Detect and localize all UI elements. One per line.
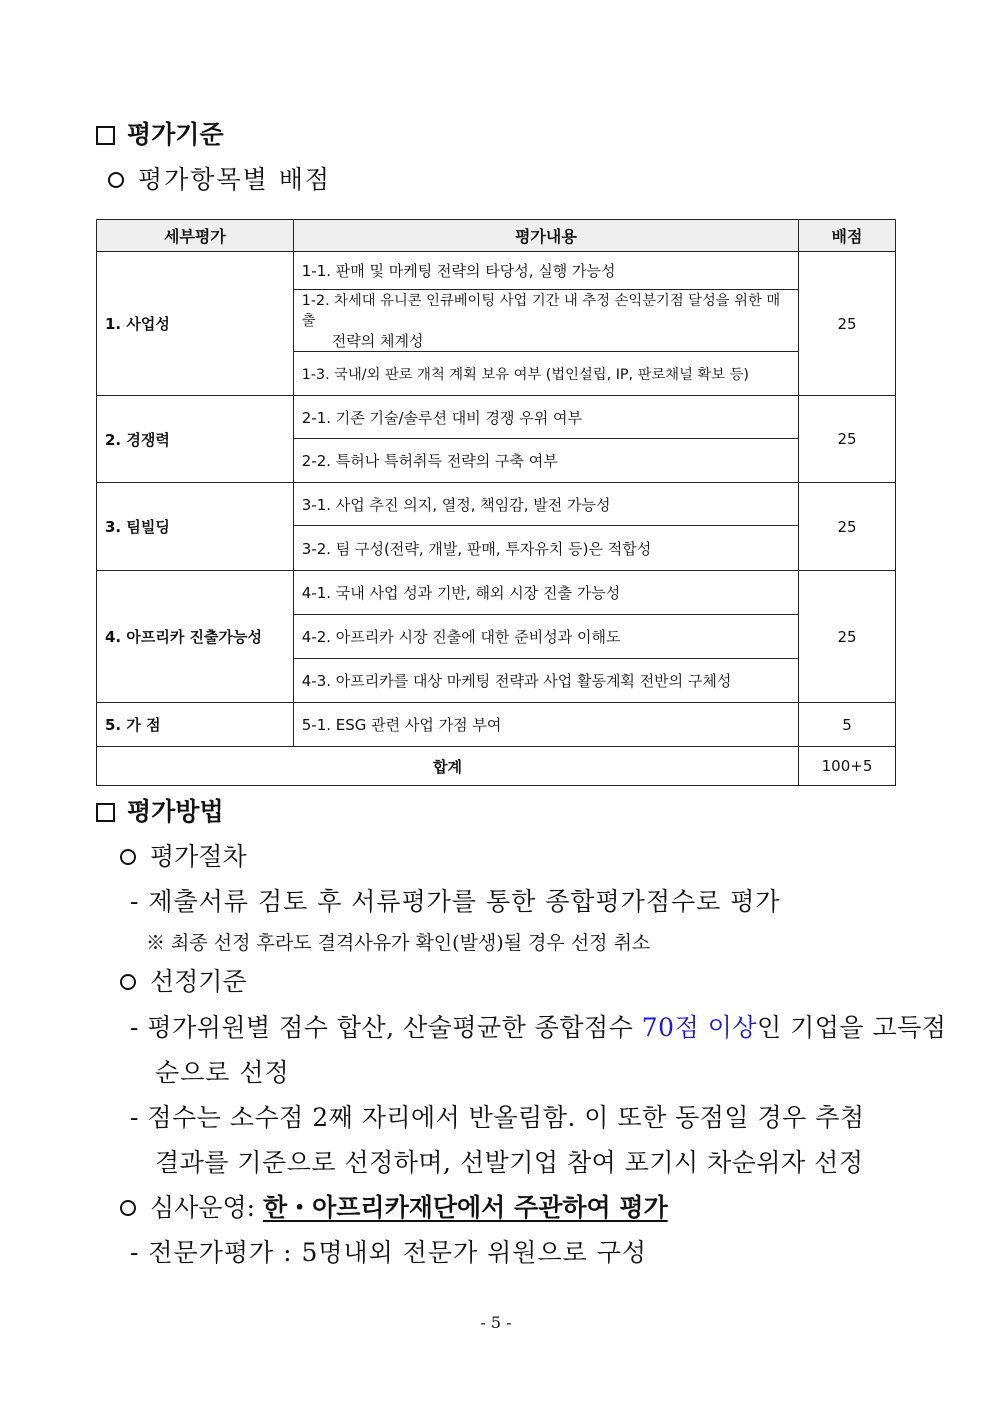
score-cell: 5: [799, 703, 896, 747]
subheading-text: 평가절차: [150, 842, 247, 871]
circle-bullet-icon: [120, 849, 136, 865]
checkbox-square-icon: [96, 803, 115, 822]
score-cell: 25: [799, 396, 896, 483]
item-cell: [293, 290, 798, 352]
item-cell: 3-2. 팀 구성(전략, 개발, 판매, 투자유치 등)은 적합성: [293, 526, 798, 571]
table-header-row: [97, 220, 896, 252]
circle-bullet-icon: [120, 1200, 136, 1216]
item-text: 1-2. 차세대 유니콘 인큐베이팅 사업 기간 내 추정 손익분기점 달성을 위한 매출: [301, 293, 781, 329]
score-cell: 25: [799, 483, 896, 571]
item-cell: 4-2. 아프리카 시장 진출에 대한 준비성과 이해도: [293, 615, 798, 659]
operation-line: - 전문가평가 : 5명내외 전문가 위원으로 구성: [130, 1238, 648, 1267]
table-total-row: [97, 747, 896, 786]
section-title: 평가기준: [127, 120, 224, 149]
evaluation-table: [96, 219, 896, 786]
subheading-operation: [120, 1188, 668, 1224]
criteria-line-1: [130, 1008, 946, 1044]
item-cell: 4-1. 국내 사업 성과 기반, 해외 시장 진출 가능성: [293, 571, 798, 615]
category-cell: 4. 아프리카 진출가능성: [97, 571, 294, 703]
header-score: 배점: [799, 220, 896, 252]
subheading-score-allocation: [108, 160, 331, 196]
checkbox-square-icon: [96, 126, 115, 145]
subtitle-text: 평가항목별 배점: [138, 165, 331, 194]
operation-value: 한・아프리카재단에서 주관하여 평가: [262, 1193, 668, 1222]
item-cell: 4-3. 아프리카를 대상 마케팅 전략과 사업 활동계획 전반의 구체성: [293, 659, 798, 703]
item-cell: 2-1. 기존 기술/솔루션 대비 경쟁 우위 여부: [293, 396, 798, 439]
threshold-highlight: 70점 이상: [641, 1013, 757, 1042]
circle-bullet-icon: [108, 172, 124, 188]
item-cell: 5-1. ESG 관련 사업 가점 부여: [293, 703, 798, 747]
table-row: [97, 703, 896, 747]
procedure-note: ※ 최종 선정 후라도 결격사유가 확인(발생)될 경우 선정 취소: [146, 932, 651, 954]
table-row: [97, 396, 896, 439]
item-cell: 2-2. 특허나 특허취득 전략의 구축 여부: [293, 439, 798, 483]
category-cell: 5. 가 점: [97, 703, 294, 747]
criteria-text: 인 기업을 고득점: [757, 1013, 947, 1042]
criteria-line-1-cont: 순으로 선정: [155, 1058, 290, 1087]
subheading-text: 선정기준: [150, 967, 247, 996]
score-cell: 25: [799, 252, 896, 396]
criteria-line-2-cont: 결과를 기준으로 선정하며, 선발기업 참여 포기시 차순위자 선정: [155, 1148, 864, 1177]
item-text: 1-3. 국내/외 판로 개척 계획 보유 여부 (법인설립, IP, 판로채널 확보 등): [301, 366, 749, 383]
subheading-criteria: [120, 962, 247, 998]
table-row: [97, 252, 896, 290]
section-heading-criteria: [96, 115, 224, 151]
item-cell: [293, 352, 798, 396]
header-content: 평가내용: [293, 220, 798, 252]
subheading-procedure: [120, 837, 247, 873]
category-cell: 3. 팀빌딩: [97, 483, 294, 571]
item-text-continued: 전략의 체계성: [331, 332, 424, 350]
item-cell: 1-1. 판매 및 마케팅 전략의 타당성, 실행 가능성: [293, 252, 798, 290]
page-number: - 5 -: [480, 1313, 512, 1332]
criteria-text: - 평가위원별 점수 합산, 산술평균한 종합점수: [130, 1013, 642, 1042]
total-score-cell: 100+5: [799, 747, 896, 786]
header-category: 세부평가: [97, 220, 294, 252]
category-cell: 2. 경쟁력: [97, 396, 294, 483]
circle-bullet-icon: [120, 974, 136, 990]
procedure-line: - 제출서류 검토 후 서류평가를 통한 종합평가점수로 평가: [130, 887, 781, 916]
section-title: 평가방법: [127, 797, 224, 826]
item-cell: 3-1. 사업 추진 의지, 열정, 책임감, 발전 가능성: [293, 483, 798, 526]
operation-label: 심사운영:: [150, 1193, 263, 1222]
table-row: [97, 483, 896, 526]
total-label-cell: 합계: [97, 747, 799, 786]
score-cell: 25: [799, 571, 896, 703]
criteria-line-2: - 점수는 소수점 2째 자리에서 반올림함. 이 또한 동점일 경우 추첨: [130, 1103, 865, 1132]
table-row: [97, 571, 896, 615]
section-heading-method: [96, 792, 224, 828]
category-cell: 1. 사업성: [97, 252, 294, 396]
